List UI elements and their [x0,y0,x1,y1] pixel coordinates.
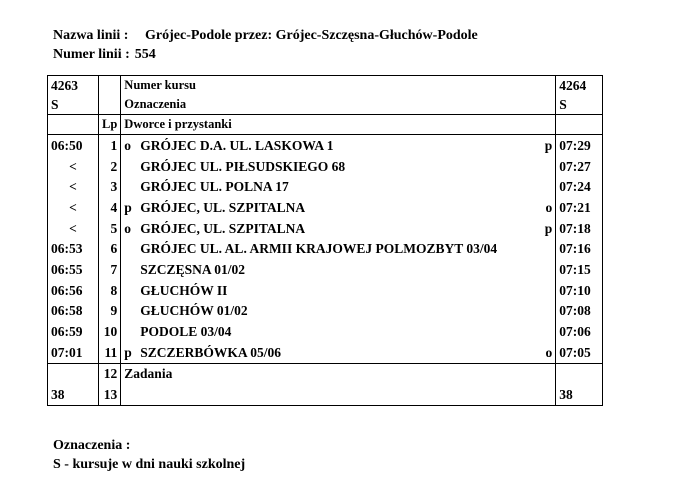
departure-time: 06:56 [48,280,99,301]
stop-mark-right [539,280,556,301]
right-course-mark: S [556,95,603,115]
left-task: 38 [48,384,99,405]
stop-mark-right [539,321,556,342]
stop-lp: 10 [99,321,121,342]
right-task: 38 [556,384,603,405]
departure-time: 06:55 [48,259,99,280]
stop-mark-right [539,156,556,177]
stop-lp: 11 [99,342,121,363]
departure-time: < [48,156,99,177]
stop-mark-right: o [539,342,556,363]
lp-blank [99,95,121,115]
stop-mark-left [121,301,138,322]
line-name-value: Grójec-Podole przez: Grójec-Szczęsna-Głuchów-Podole [145,28,478,43]
line-name-label: Nazwa linii : [53,28,129,43]
tasks-row [48,384,603,405]
dep-blank [48,363,99,384]
departure-time: < [48,218,99,239]
departure-time: 06:58 [48,301,99,322]
stops-header: Dworce i przystanki [121,115,556,135]
departure-time: < [48,176,99,197]
tasks-lp: 13 [99,384,121,405]
arrival-time: 07:06 [556,321,603,342]
stop-name: SZCZĘSNA 01/02 [140,261,245,277]
tasks-blank [121,384,556,405]
stop-mark-right [539,238,556,259]
stop-name: GRÓJEC, UL. SZPITALNA [140,199,306,215]
lp-header: Lp [99,115,121,135]
arrival-time: 07:24 [556,176,603,197]
stop-name: GRÓJEC D.A. UL. LASKOWA 1 [137,135,539,156]
stop-mark-right [539,301,556,322]
lp-blank [99,76,121,96]
arrival-time: 07:18 [556,218,603,239]
stop-mark-left: o [121,135,138,156]
stop-name: SZCZERBÓWKA 05/06 [140,344,281,360]
stop-mark-right [539,176,556,197]
arrival-time: 07:15 [556,259,603,280]
stop-lp: 9 [99,301,121,322]
stop-mark-left: p [121,197,138,218]
table-row [48,176,603,197]
stop-name: PODOLE 03/04 [140,324,232,340]
arr-blank [556,363,603,384]
line-number-row [53,47,156,63]
stop-mark-left [121,259,138,280]
arrival-time: 07:16 [556,238,603,259]
arrival-time: 07:10 [556,280,603,301]
stop-name: GRÓJEC UL. AL. ARMII KRAJOWEJ POLMOZBYT 03/04 [140,241,498,257]
tasks-label: Zadania [121,363,556,384]
line-number-label: Numer linii : [53,47,130,62]
table-row [48,342,603,363]
stop-mark-right: p [539,135,556,156]
stop-mark-right: o [539,197,556,218]
stop-lp: 2 [99,156,121,177]
tasks-lp: 12 [99,363,121,384]
stop-mark-left: o [121,218,138,239]
table-row [48,197,603,218]
stop-lp: 8 [99,280,121,301]
arrival-time: 07:05 [556,342,603,363]
stop-mark-left [121,238,138,259]
stop-mark-left [121,280,138,301]
right-course-number: 4264 [556,76,603,96]
stop-mark-left [121,176,138,197]
stop-mark-left [121,321,138,342]
stop-name: GRÓJEC UL. PIŁSUDSKIEGO 68 [140,158,346,174]
header-marks-label: Oznaczenia [121,95,556,115]
stop-mark-left: p [121,342,138,363]
line-name-row [53,28,478,44]
arrival-time: 07:08 [556,301,603,322]
header-course-label: Numer kursu [121,76,556,96]
arr-blank [556,115,603,135]
dep-blank [48,115,99,135]
stop-lp: 4 [99,197,121,218]
table-row [48,280,603,301]
stop-name: GŁUCHÓW II [140,282,228,298]
departure-time: 07:01 [48,342,99,363]
table-row [48,135,603,156]
arrival-time: 07:21 [556,197,603,218]
stop-lp: 3 [99,176,121,197]
table-row [48,218,603,239]
timetable [47,75,603,406]
stop-name: GŁUCHÓW 01/02 [140,303,248,319]
stop-lp: 5 [99,218,121,239]
table-row [48,321,603,342]
arrival-time: 07:27 [556,156,603,177]
stop-lp: 1 [99,135,121,156]
left-course-number: 4263 [48,76,99,96]
stop-mark-right: p [539,218,556,239]
legend-title: Oznaczenia : [53,438,131,453]
table-row [48,259,603,280]
departure-time: 06:59 [48,321,99,342]
table-row [48,238,603,259]
stop-mark-right [539,259,556,280]
stop-name: GRÓJEC, UL. SZPITALNA [140,220,306,236]
arrival-time: 07:29 [556,135,603,156]
departure-time: < [48,197,99,218]
left-course-mark: S [48,95,99,115]
table-row [48,301,603,322]
departure-time: 06:53 [48,238,99,259]
tasks-row [48,363,603,384]
departure-time: 06:50 [48,135,99,156]
line-number-value: 554 [134,47,156,62]
stop-lp: 7 [99,259,121,280]
table-row [48,156,603,177]
legend-line: S - kursuje w dni nauki szkolnej [53,457,246,472]
stop-lp: 6 [99,238,121,259]
stop-name: GRÓJEC UL. POLNA 17 [140,179,289,195]
stop-mark-left [121,156,138,177]
